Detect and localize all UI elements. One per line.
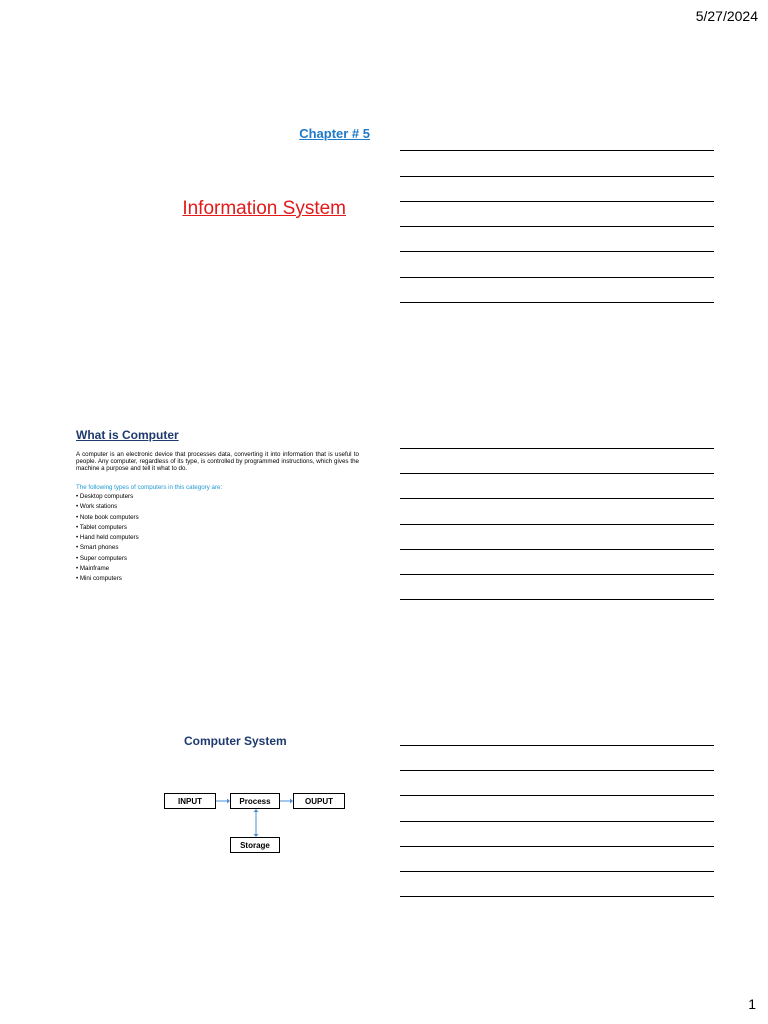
note-line bbox=[400, 871, 714, 872]
arrow-input-to-process bbox=[216, 796, 230, 806]
slide-heading: What is Computer bbox=[76, 428, 179, 442]
note-line bbox=[400, 176, 714, 177]
list-item: • Mini computers bbox=[76, 574, 139, 584]
note-line bbox=[400, 473, 714, 474]
slide-1-thumbnail bbox=[70, 110, 370, 340]
note-line bbox=[400, 574, 714, 575]
slide-3-thumbnail bbox=[70, 720, 370, 880]
note-line bbox=[400, 524, 714, 525]
storage-box: Storage bbox=[230, 837, 280, 853]
note-line bbox=[400, 498, 714, 499]
note-line bbox=[400, 745, 714, 746]
list-item: • Mainframe bbox=[76, 564, 139, 574]
input-box: INPUT bbox=[164, 793, 216, 809]
list-item: • Super computers bbox=[76, 554, 139, 564]
note-line bbox=[400, 896, 714, 897]
note-line bbox=[400, 302, 714, 303]
note-line bbox=[400, 846, 714, 847]
computer-types-list bbox=[76, 492, 139, 585]
list-item: • Desktop computers bbox=[76, 492, 139, 502]
arrow-process-storage bbox=[251, 809, 261, 837]
list-item: • Hand held computers bbox=[76, 533, 139, 543]
arrow-process-to-output bbox=[280, 796, 293, 806]
note-line bbox=[400, 277, 714, 278]
note-line bbox=[400, 226, 714, 227]
chapter-label: Chapter # 5 bbox=[299, 126, 370, 141]
process-box: Process bbox=[230, 793, 280, 809]
note-line bbox=[400, 201, 714, 202]
slide-2-thumbnail bbox=[70, 420, 370, 620]
slide-heading: Computer System bbox=[184, 734, 287, 748]
definition-paragraph: A computer is an electronic device that processes data, converting it into information that is useful to people. Any computer, regardless of its type, is controlled by programmed instructions, which gives the machine a purpose and tell it what to do. bbox=[76, 451, 359, 472]
note-line bbox=[400, 821, 714, 822]
note-line bbox=[400, 770, 714, 771]
list-item: • Smart phones bbox=[76, 543, 139, 553]
list-item: • Tablet computers bbox=[76, 523, 139, 533]
note-line bbox=[400, 448, 714, 449]
slide-title: Information System bbox=[182, 198, 346, 219]
print-date: 5/27/2024 bbox=[695, 8, 758, 24]
note-line bbox=[400, 795, 714, 796]
list-item: • Work stations bbox=[76, 502, 139, 512]
note-line bbox=[400, 251, 714, 252]
note-line bbox=[400, 150, 714, 151]
note-line bbox=[400, 599, 714, 600]
page-number: 1 bbox=[748, 996, 756, 1012]
list-item: • Note book computers bbox=[76, 513, 139, 523]
list-lead: The following types of computers in this category are: bbox=[76, 484, 223, 491]
output-box: OUPUT bbox=[293, 793, 345, 809]
note-line bbox=[400, 549, 714, 550]
